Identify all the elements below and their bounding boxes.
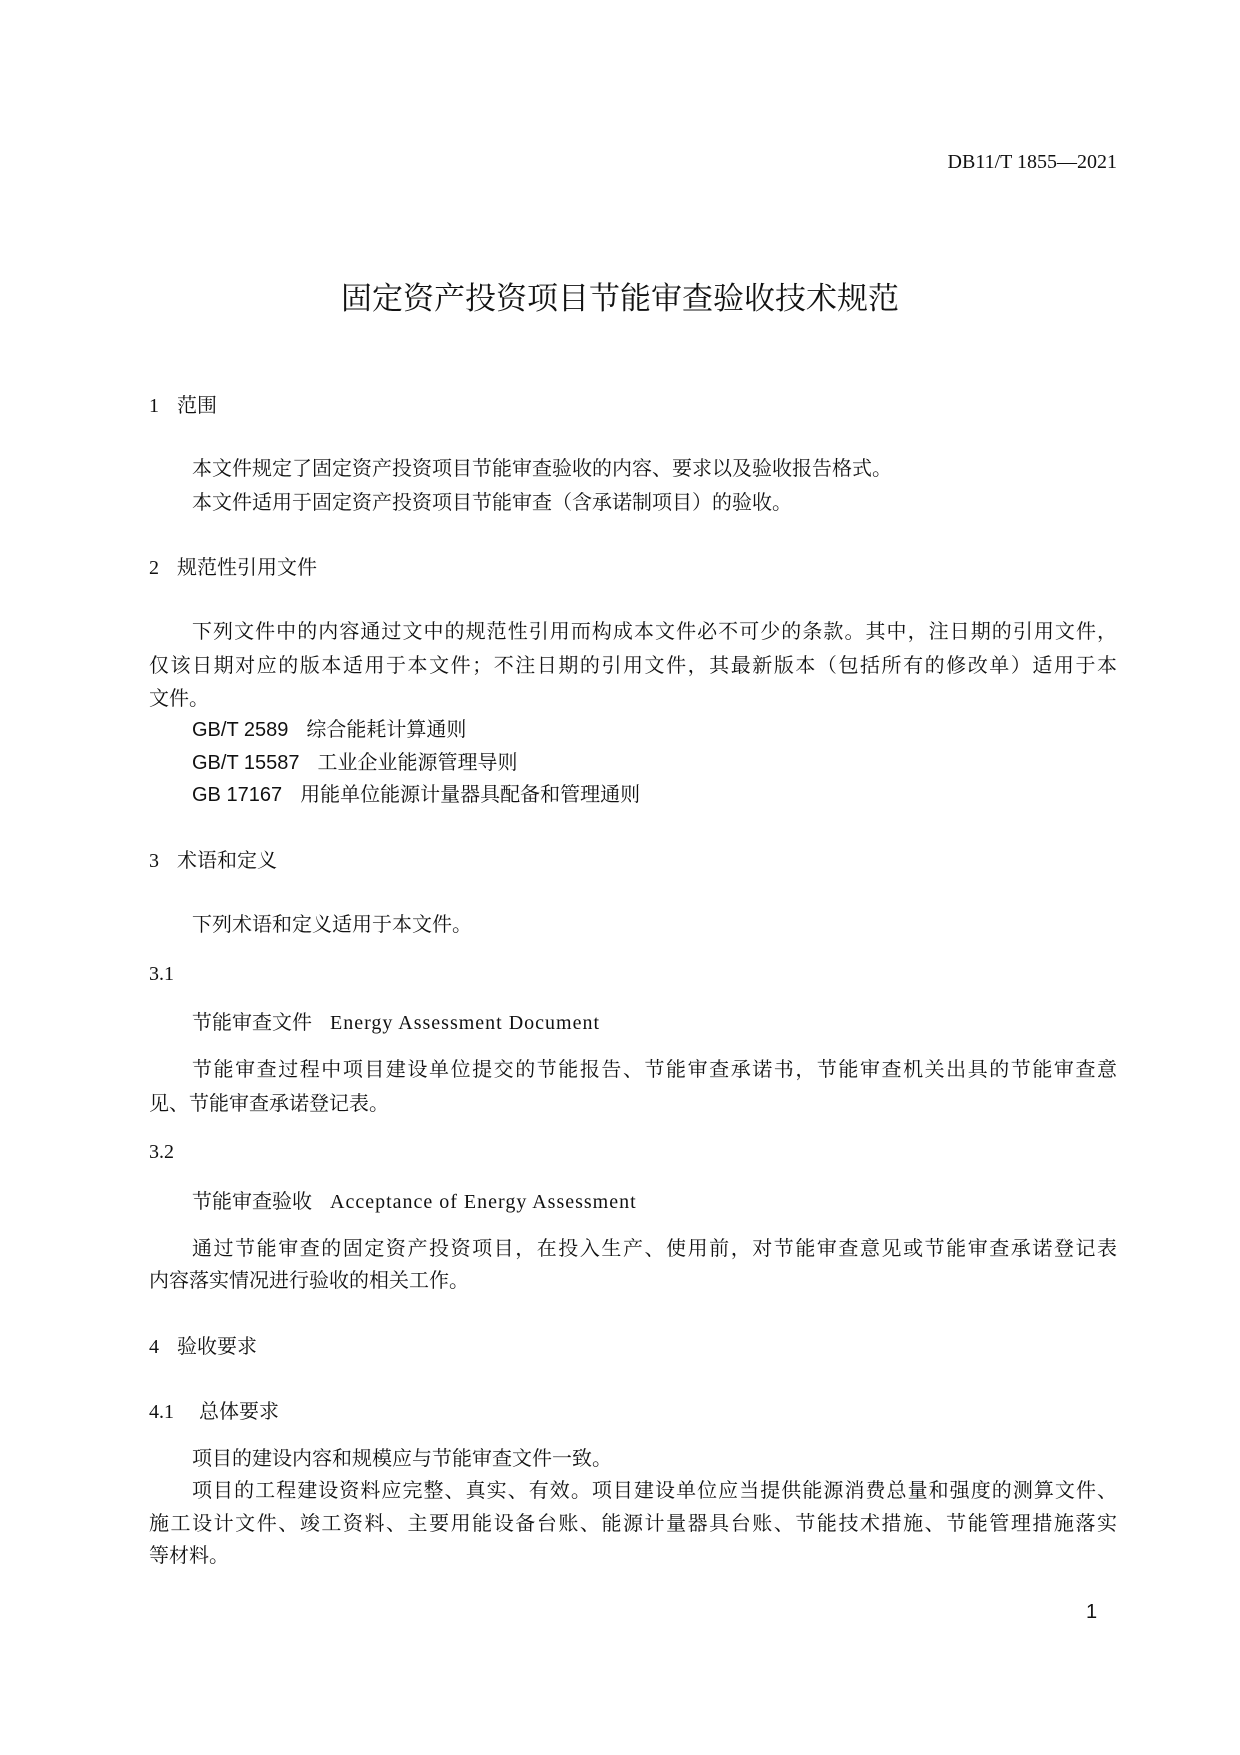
section-title: 范围 bbox=[177, 393, 217, 417]
section-2-heading bbox=[149, 557, 317, 578]
section-number: 2 bbox=[149, 557, 159, 579]
paragraph-line: 项目的建设内容和规模应与节能审查文件一致。 bbox=[192, 1448, 612, 1470]
paragraph-line: 本文件规定了固定资产投资项目节能审查验收的内容、要求以及验收报告格式。 bbox=[192, 458, 892, 480]
subsection-4-1-heading bbox=[149, 1401, 279, 1422]
section-1-heading bbox=[149, 395, 217, 416]
paragraph-line: 施工设计文件、竣工资料、主要用能设备台账、能源计量器具台账、节能技术措施、节能管理措施落实 bbox=[149, 1513, 1117, 1535]
term-english: Acceptance of Energy Assessment bbox=[330, 1191, 637, 1213]
term-number: 3.1 bbox=[149, 963, 174, 985]
section-title: 规范性引用文件 bbox=[177, 555, 317, 579]
section-title: 术语和定义 bbox=[177, 848, 277, 872]
reference-name: 工业企业能源管理导则 bbox=[317, 752, 518, 774]
paragraph-line: 仅该日期对应的版本适用于本文件；不注日期的引用文件，其最新版本（包括所有的修改单）适用于本 bbox=[149, 655, 1117, 677]
section-number: 3 bbox=[149, 850, 159, 872]
paragraph-line: 见、节能审查承诺登记表。 bbox=[149, 1093, 389, 1115]
reference-code: GB/T 15587 bbox=[192, 752, 300, 774]
reference-item bbox=[192, 720, 466, 740]
section-title: 验收要求 bbox=[177, 1334, 257, 1358]
paragraph-line: 等材料。 bbox=[149, 1545, 229, 1567]
paragraph-line: 下列术语和定义适用于本文件。 bbox=[192, 914, 472, 936]
reference-name: 综合能耗计算通则 bbox=[306, 719, 467, 741]
reference-item bbox=[192, 785, 640, 805]
term-english: Energy Assessment Document bbox=[330, 1012, 601, 1034]
section-3-heading bbox=[149, 850, 277, 871]
document-code-header: DB11/T 1855—2021 bbox=[947, 151, 1117, 173]
term-heading bbox=[192, 1012, 600, 1033]
reference-item bbox=[192, 753, 517, 773]
paragraph-line: 项目的工程建设资料应完整、真实、有效。项目建设单位应当提供能源消费总量和强度的测算文件、 bbox=[192, 1480, 1117, 1502]
reference-code: GB 17167 bbox=[192, 784, 283, 806]
paragraph-line: 内容落实情况进行验收的相关工作。 bbox=[149, 1270, 469, 1292]
subsection-title: 总体要求 bbox=[199, 1399, 279, 1423]
section-4-heading bbox=[149, 1336, 257, 1357]
subsection-number: 4.1 bbox=[149, 1401, 174, 1423]
section-number: 1 bbox=[149, 395, 159, 417]
paragraph-line: 通过节能审查的固定资产投资项目，在投入生产、使用前，对节能审查意见或节能审查承诺登记表 bbox=[192, 1238, 1117, 1260]
paragraph-line: 文件。 bbox=[149, 688, 209, 710]
term-heading bbox=[192, 1191, 637, 1212]
reference-code: GB/T 2589 bbox=[192, 719, 289, 741]
term-chinese: 节能审查文件 bbox=[192, 1010, 312, 1034]
reference-name: 用能单位能源计量器具配备和管理通则 bbox=[300, 784, 641, 806]
section-number: 4 bbox=[149, 1336, 159, 1358]
paragraph-line: 本文件适用于固定资产投资项目节能审查（含承诺制项目）的验收。 bbox=[192, 492, 792, 514]
page-number: 1 bbox=[1086, 1601, 1098, 1623]
paragraph-line: 下列文件中的内容通过文中的规范性引用而构成本文件必不可少的条款。其中，注日期的引用文件， bbox=[192, 621, 1117, 643]
term-chinese: 节能审查验收 bbox=[192, 1189, 312, 1213]
page-title: 固定资产投资项目节能审查验收技术规范 bbox=[341, 281, 899, 317]
paragraph-line: 节能审查过程中项目建设单位提交的节能报告、节能审查承诺书，节能审查机关出具的节能审查意 bbox=[192, 1059, 1117, 1081]
term-number: 3.2 bbox=[149, 1141, 174, 1163]
